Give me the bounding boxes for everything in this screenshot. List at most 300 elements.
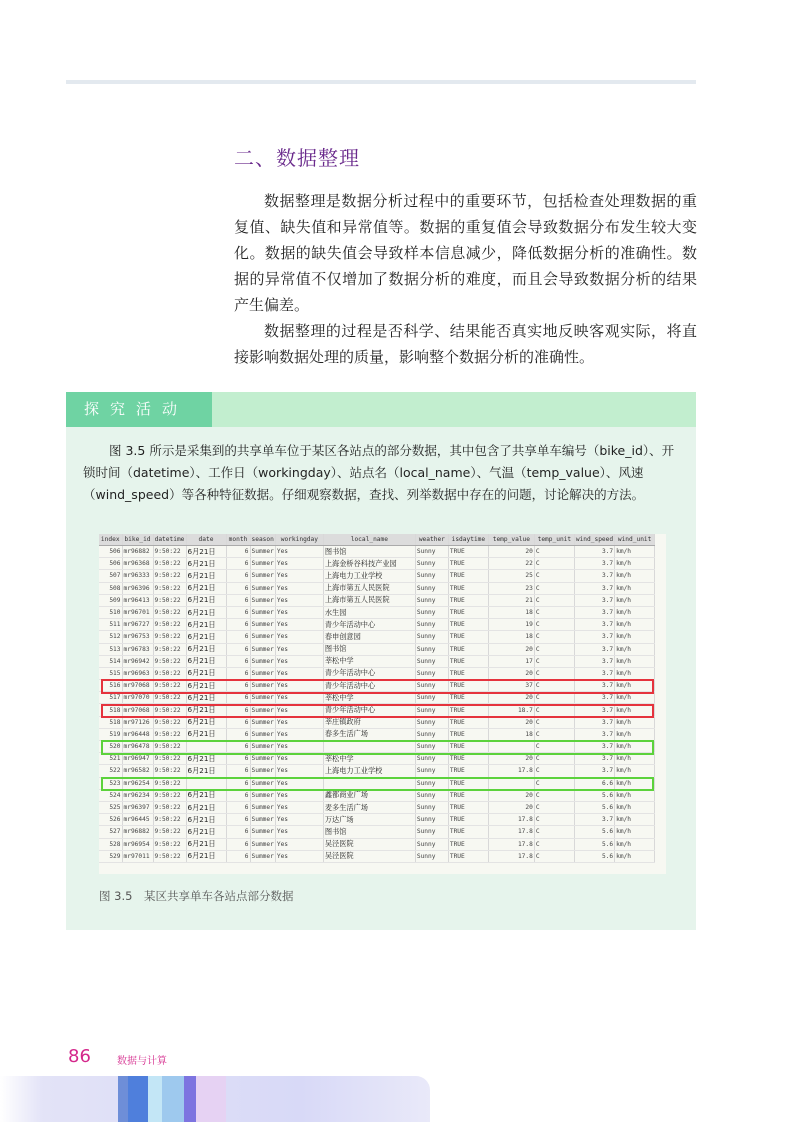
table-cell: TRUE	[448, 704, 488, 716]
table-cell: 528	[99, 838, 122, 850]
table-cell: mr96478	[122, 741, 153, 753]
table-cell: 6月21日	[186, 789, 226, 801]
table-cell: C	[534, 801, 574, 813]
table-cell: TRUE	[448, 753, 488, 765]
table-cell: 5.6	[574, 850, 614, 862]
table-cell: mr97068	[122, 704, 153, 716]
table-cell: km/h	[615, 716, 655, 728]
section-body	[234, 188, 697, 370]
column-header: local_name	[323, 534, 415, 546]
table-cell: 9:50:22	[153, 667, 186, 679]
table-cell: C	[534, 753, 574, 765]
table-cell: mr96234	[122, 789, 153, 801]
table-row	[99, 546, 655, 558]
table-cell: mr97011	[122, 850, 153, 862]
table-cell: 3.7	[574, 570, 614, 582]
table-cell: Sunny	[415, 753, 448, 765]
table-cell: 5.6	[574, 801, 614, 813]
table-cell	[488, 741, 534, 753]
table-cell: 6	[226, 826, 250, 838]
table-cell: 518	[99, 704, 122, 716]
table-cell: 9:50:22	[153, 692, 186, 704]
table-cell: 6	[226, 741, 250, 753]
table-cell: 莘庄镇政府	[323, 716, 415, 728]
table-cell: 20	[488, 643, 534, 655]
table-cell: mr96445	[122, 814, 153, 826]
table-cell: km/h	[615, 728, 655, 740]
table-cell: 17.8	[488, 826, 534, 838]
table-cell: 青少年活动中心	[323, 704, 415, 716]
table-row	[99, 655, 655, 667]
table-cell: Sunny	[415, 631, 448, 643]
table-cell: Yes	[275, 667, 323, 679]
table-cell: 9:50:22	[153, 753, 186, 765]
table-cell: km/h	[615, 741, 655, 753]
table-cell: 37	[488, 680, 534, 692]
table-cell: Yes	[275, 728, 323, 740]
table-cell: 上海电力工业学校	[323, 570, 415, 582]
table-cell: 6	[226, 704, 250, 716]
figure-caption: 图 3.5 某区共享单车各站点部分数据	[99, 889, 294, 903]
column-header: temp_value	[488, 534, 534, 546]
table-cell: Summer	[250, 716, 275, 728]
table-cell: 17.8	[488, 814, 534, 826]
table-cell: 图书馆	[323, 643, 415, 655]
table-cell: Summer	[250, 619, 275, 631]
table-cell: 521	[99, 753, 122, 765]
table-cell: C	[534, 606, 574, 618]
table-cell: 522	[99, 765, 122, 777]
table-cell: 3.7	[574, 606, 614, 618]
table-cell: C	[534, 680, 574, 692]
table-cell: Summer	[250, 667, 275, 679]
table-cell: 20	[488, 789, 534, 801]
table-cell: TRUE	[448, 667, 488, 679]
table-row	[99, 753, 655, 765]
column-header: temp_unit	[534, 534, 574, 546]
activity-box	[66, 392, 696, 930]
activity-header-bar	[66, 392, 696, 427]
table-cell: km/h	[615, 619, 655, 631]
table-cell: Sunny	[415, 667, 448, 679]
table-cell: Summer	[250, 753, 275, 765]
table-cell: 上海金桥谷科技产业园	[323, 558, 415, 570]
table-cell: Summer	[250, 594, 275, 606]
activity-paragraph: 图 3.5 所示是采集到的共享单车位于某区各站点的部分数据，其中包含了共享单车编号（bike_id）、开锁时间（datetime）、工作日（workingday）、站点名（local_name）、气温（temp_value）、风速（wind_speed）等各种特征数据。仔细观察数据，查找、列举数据中存在的问题，讨论解决的方法。	[83, 443, 675, 502]
table-cell: Sunny	[415, 777, 448, 789]
table-cell: mr96396	[122, 582, 153, 594]
table-cell: 527	[99, 826, 122, 838]
table-cell: 6	[226, 655, 250, 667]
table-cell: 3.7	[574, 814, 614, 826]
table-cell: Yes	[275, 704, 323, 716]
table-cell: 上海电力工业学校	[323, 765, 415, 777]
table-cell: 6月21日	[186, 838, 226, 850]
table-cell: 511	[99, 619, 122, 631]
table-cell: 9:50:22	[153, 838, 186, 850]
table-cell: TRUE	[448, 692, 488, 704]
table-cell: Summer	[250, 655, 275, 667]
table-cell: mr96254	[122, 777, 153, 789]
table-cell: TRUE	[448, 789, 488, 801]
table-cell: C	[534, 850, 574, 862]
table-cell: C	[534, 692, 574, 704]
table-cell: 3.7	[574, 728, 614, 740]
table-cell: 506	[99, 546, 122, 558]
table-cell: mr97126	[122, 716, 153, 728]
table-cell: Sunny	[415, 655, 448, 667]
table-cell: Yes	[275, 741, 323, 753]
table-cell: Yes	[275, 643, 323, 655]
table-cell: 6月21日	[186, 594, 226, 606]
table-cell: 6	[226, 777, 250, 789]
table-row	[99, 570, 655, 582]
table-cell: 517	[99, 692, 122, 704]
table-cell: 518	[99, 716, 122, 728]
table-cell: TRUE	[448, 655, 488, 667]
table-cell: km/h	[615, 777, 655, 789]
table-cell: Yes	[275, 826, 323, 838]
table-cell: 20	[488, 753, 534, 765]
table-cell: 上海市第五人民医院	[323, 594, 415, 606]
table-cell: 3.7	[574, 716, 614, 728]
table-cell: C	[534, 619, 574, 631]
table-cell: 6	[226, 728, 250, 740]
table-cell: Sunny	[415, 582, 448, 594]
table-cell: 9:50:22	[153, 680, 186, 692]
table-cell: 6	[226, 667, 250, 679]
table-cell: km/h	[615, 667, 655, 679]
table-cell: C	[534, 777, 574, 789]
footer-stripe	[184, 1076, 196, 1122]
table-cell: Sunny	[415, 643, 448, 655]
table-cell: C	[534, 667, 574, 679]
table-cell: 万达广场	[323, 814, 415, 826]
table-row	[99, 704, 655, 716]
table-cell: 6	[226, 753, 250, 765]
table-cell: 6	[226, 606, 250, 618]
table-cell: 6月21日	[186, 680, 226, 692]
footer-stripe	[118, 1076, 128, 1122]
table-cell: 6.6	[574, 777, 614, 789]
table-cell: km/h	[615, 643, 655, 655]
table-cell: 20	[488, 692, 534, 704]
table-cell: C	[534, 741, 574, 753]
table-cell: 17.8	[488, 850, 534, 862]
table-cell: 508	[99, 582, 122, 594]
table-row	[99, 667, 655, 679]
table-cell: 3.7	[574, 655, 614, 667]
table-cell: 18.7	[488, 704, 534, 716]
table-row	[99, 582, 655, 594]
table-cell: Yes	[275, 801, 323, 813]
table-cell: Yes	[275, 692, 323, 704]
activity-text	[83, 440, 683, 506]
table-cell: mr96963	[122, 667, 153, 679]
table-row	[99, 594, 655, 606]
table-cell: 514	[99, 655, 122, 667]
table-cell: TRUE	[448, 643, 488, 655]
table-cell: Sunny	[415, 680, 448, 692]
table-cell: TRUE	[448, 582, 488, 594]
table-cell: 525	[99, 801, 122, 813]
table-cell: Yes	[275, 619, 323, 631]
table-cell: 春多生活广场	[323, 728, 415, 740]
table-cell: 鑫都商业广场	[323, 789, 415, 801]
table-row	[99, 789, 655, 801]
table-cell: 9:50:22	[153, 826, 186, 838]
table-cell: 6月21日	[186, 814, 226, 826]
table-cell: 9:50:22	[153, 643, 186, 655]
table-cell: 6月21日	[186, 753, 226, 765]
table-cell: mr96947	[122, 753, 153, 765]
table-row	[99, 643, 655, 655]
table-cell: 9:50:22	[153, 704, 186, 716]
table-row	[99, 765, 655, 777]
table-cell: 6月21日	[186, 850, 226, 862]
column-header: month	[226, 534, 250, 546]
table-cell: mr96954	[122, 838, 153, 850]
table-cell: 19	[488, 619, 534, 631]
column-header: index	[99, 534, 122, 546]
table-cell: Sunny	[415, 838, 448, 850]
table-cell: 17	[488, 655, 534, 667]
table-cell: TRUE	[448, 826, 488, 838]
running-head: 数据与计算	[117, 1056, 167, 1067]
table-cell: 3.7	[574, 753, 614, 765]
table-cell: 6月21日	[186, 692, 226, 704]
column-header: wind_speed	[574, 534, 614, 546]
table-cell: Sunny	[415, 716, 448, 728]
table-cell: 6	[226, 765, 250, 777]
table-cell: km/h	[615, 789, 655, 801]
table-cell: km/h	[615, 558, 655, 570]
table-cell: Yes	[275, 850, 323, 862]
table-cell: 3.7	[574, 680, 614, 692]
table-cell: 509	[99, 594, 122, 606]
table-cell: TRUE	[448, 680, 488, 692]
table-cell: 3.7	[574, 667, 614, 679]
table-cell: TRUE	[448, 619, 488, 631]
table-cell: 6	[226, 838, 250, 850]
table-cell: 18	[488, 728, 534, 740]
table-cell	[323, 741, 415, 753]
table-cell: mr96727	[122, 619, 153, 631]
table-cell: 9:50:22	[153, 801, 186, 813]
table-cell: Summer	[250, 801, 275, 813]
table-cell: Sunny	[415, 850, 448, 862]
table-row	[99, 631, 655, 643]
table-cell: 6月21日	[186, 570, 226, 582]
table-cell: km/h	[615, 655, 655, 667]
table-cell: 3.7	[574, 558, 614, 570]
table-cell: Sunny	[415, 692, 448, 704]
table-cell: Sunny	[415, 570, 448, 582]
column-header: weather	[415, 534, 448, 546]
table-cell: 524	[99, 789, 122, 801]
table-cell: 莘松中学	[323, 753, 415, 765]
table-cell: 6月21日	[186, 643, 226, 655]
table-cell	[186, 741, 226, 753]
table-cell: 吴泾医院	[323, 850, 415, 862]
column-header: date	[186, 534, 226, 546]
table-cell: 507	[99, 570, 122, 582]
table-cell: C	[534, 814, 574, 826]
table-cell: TRUE	[448, 777, 488, 789]
paragraph: 数据整理的过程是否科学、结果能否真实地反映客观实际，将直接影响数据处理的质量，影响整个数据分析的准确性。	[234, 322, 697, 366]
table-cell: 9:50:22	[153, 814, 186, 826]
table-cell: 20	[488, 667, 534, 679]
table-cell: TRUE	[448, 801, 488, 813]
table-cell: mr96701	[122, 606, 153, 618]
table-cell: Sunny	[415, 606, 448, 618]
table-cell: TRUE	[448, 765, 488, 777]
table-cell: mr96333	[122, 570, 153, 582]
table-cell: mr96882	[122, 826, 153, 838]
column-header: datetime	[153, 534, 186, 546]
table-cell: km/h	[615, 826, 655, 838]
table-cell: C	[534, 789, 574, 801]
table-cell: Sunny	[415, 789, 448, 801]
table-cell: Summer	[250, 765, 275, 777]
table-cell: C	[534, 558, 574, 570]
table-cell	[186, 777, 226, 789]
table-cell: 9:50:22	[153, 850, 186, 862]
footer-stripe	[148, 1076, 162, 1122]
table-cell: Summer	[250, 643, 275, 655]
table-cell: 3.7	[574, 643, 614, 655]
table-cell: TRUE	[448, 594, 488, 606]
table-cell: 上海市第五人民医院	[323, 582, 415, 594]
table-cell: 3.7	[574, 594, 614, 606]
table-cell: Sunny	[415, 741, 448, 753]
table-cell: Yes	[275, 631, 323, 643]
table-cell: 23	[488, 582, 534, 594]
table-cell: 6	[226, 631, 250, 643]
column-header: bike_id	[122, 534, 153, 546]
table-cell: km/h	[615, 570, 655, 582]
table-cell: Yes	[275, 606, 323, 618]
table-cell: Summer	[250, 789, 275, 801]
table-cell: 515	[99, 667, 122, 679]
table-cell: 6月21日	[186, 606, 226, 618]
table-cell	[488, 777, 534, 789]
table-cell: km/h	[615, 546, 655, 558]
table-cell: 吴泾医院	[323, 838, 415, 850]
table-cell: Yes	[275, 814, 323, 826]
table-cell: 麦多生活广场	[323, 801, 415, 813]
table-cell: km/h	[615, 631, 655, 643]
table-row	[99, 692, 655, 704]
table-cell: 25	[488, 570, 534, 582]
table-cell: Yes	[275, 777, 323, 789]
footer-stripe	[162, 1076, 184, 1122]
table-cell: Summer	[250, 692, 275, 704]
table-row	[99, 619, 655, 631]
table-cell: 6月21日	[186, 765, 226, 777]
table-cell: Sunny	[415, 546, 448, 558]
column-header: workingday	[275, 534, 323, 546]
table-cell: mr96882	[122, 546, 153, 558]
table-cell: Sunny	[415, 558, 448, 570]
table-cell: TRUE	[448, 728, 488, 740]
table-cell: Sunny	[415, 801, 448, 813]
table-cell: 6	[226, 789, 250, 801]
table-cell: 6月21日	[186, 582, 226, 594]
table-cell: km/h	[615, 753, 655, 765]
table-cell: 519	[99, 728, 122, 740]
table-cell: 6	[226, 594, 250, 606]
table-cell: 6月21日	[186, 716, 226, 728]
table-cell: C	[534, 594, 574, 606]
table-cell: mr96397	[122, 801, 153, 813]
table-cell: Summer	[250, 838, 275, 850]
table-cell: Yes	[275, 582, 323, 594]
table-cell: TRUE	[448, 814, 488, 826]
table-body	[99, 546, 655, 863]
table-header-row	[99, 534, 655, 546]
top-rule	[66, 80, 696, 84]
table-cell: 6	[226, 558, 250, 570]
table-row	[99, 606, 655, 618]
table-cell: 图书馆	[323, 546, 415, 558]
table-cell: TRUE	[448, 850, 488, 862]
table-cell: Yes	[275, 753, 323, 765]
table-cell: Yes	[275, 789, 323, 801]
table-cell: C	[534, 643, 574, 655]
table-cell: 9:50:22	[153, 594, 186, 606]
table-cell: Yes	[275, 680, 323, 692]
table-cell: 6	[226, 570, 250, 582]
column-header: isdaytime	[448, 534, 488, 546]
table-cell: Yes	[275, 716, 323, 728]
table-cell: 3.7	[574, 704, 614, 716]
table-cell: 6	[226, 680, 250, 692]
table-cell: Summer	[250, 680, 275, 692]
footer-stripe	[128, 1076, 148, 1122]
table-cell: 9:50:22	[153, 570, 186, 582]
table-cell: 3.7	[574, 741, 614, 753]
table-cell: 523	[99, 777, 122, 789]
table-cell: 青少年活动中心	[323, 619, 415, 631]
table-cell: TRUE	[448, 741, 488, 753]
table-cell: Sunny	[415, 765, 448, 777]
table-cell: 6	[226, 546, 250, 558]
table-cell: 9:50:22	[153, 777, 186, 789]
table-cell: km/h	[615, 850, 655, 862]
table-cell: 6月21日	[186, 704, 226, 716]
table-cell: 6	[226, 814, 250, 826]
table-row	[99, 558, 655, 570]
table-cell: TRUE	[448, 570, 488, 582]
table-cell: Summer	[250, 777, 275, 789]
table-cell: Yes	[275, 558, 323, 570]
table-cell: Summer	[250, 728, 275, 740]
table-cell: C	[534, 838, 574, 850]
table-row	[99, 814, 655, 826]
table-cell: Summer	[250, 606, 275, 618]
table-cell: 图书馆	[323, 826, 415, 838]
table-cell: 529	[99, 850, 122, 862]
table-cell: C	[534, 546, 574, 558]
table-cell: 6月21日	[186, 728, 226, 740]
table-cell: Yes	[275, 594, 323, 606]
table-cell: 21	[488, 594, 534, 606]
table-cell: km/h	[615, 765, 655, 777]
table-cell: 6月21日	[186, 546, 226, 558]
table-cell: C	[534, 570, 574, 582]
table-cell: 6	[226, 643, 250, 655]
